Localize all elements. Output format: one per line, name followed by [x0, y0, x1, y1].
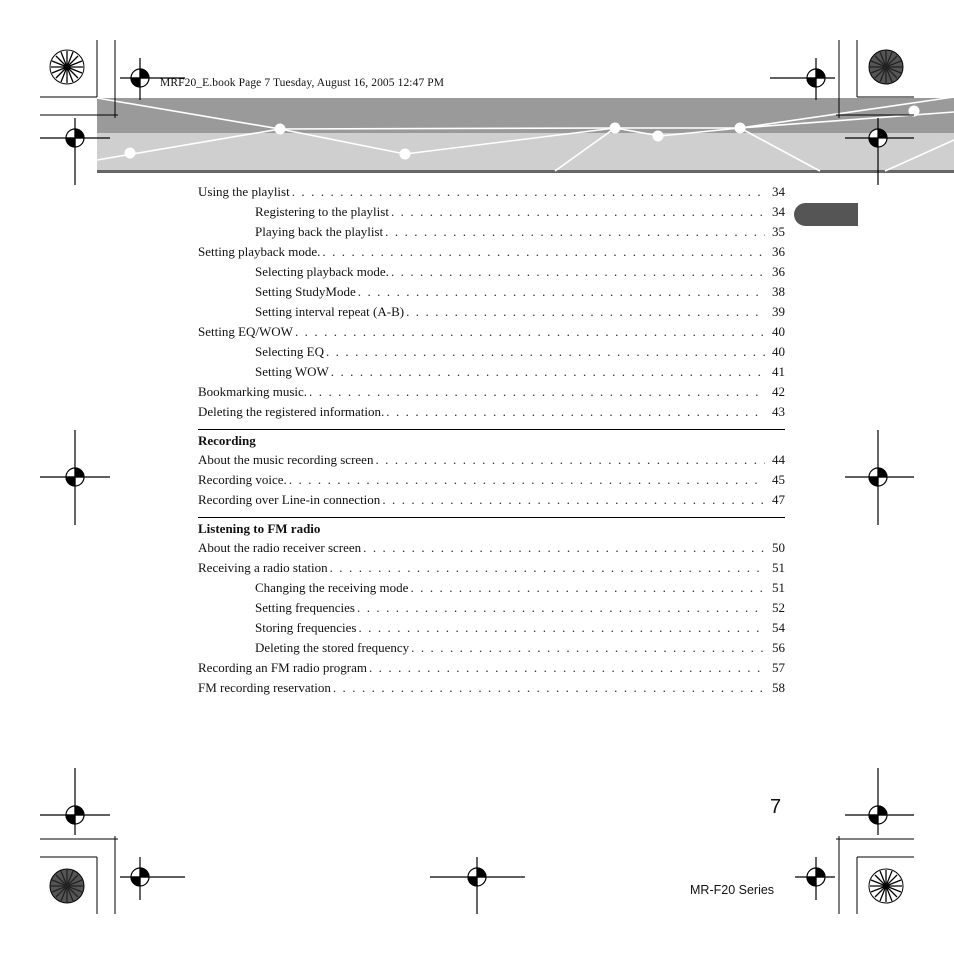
toc-dot-leader [410, 578, 765, 598]
toc-section-heading: Listening to FM radio [198, 517, 785, 538]
toc-dot-leader [375, 450, 765, 470]
toc-dot-leader [391, 202, 765, 222]
toc-entry [198, 678, 785, 698]
toc-dot-leader [357, 598, 765, 618]
toc-entry-page: 47 [772, 492, 785, 507]
toc-dot-leader [386, 402, 765, 422]
toc-entry [198, 242, 785, 262]
toc-entry-title: Receiving a radio station [198, 560, 328, 575]
toc-entry-title: Setting EQ/WOW [198, 324, 293, 339]
toc-entry [198, 598, 785, 618]
toc-entry [198, 450, 785, 470]
toc-entry-page: 51 [772, 560, 785, 575]
toc-entry-title: Bookmarking music. [198, 384, 308, 399]
toc-sections [198, 429, 785, 698]
toc-dot-leader [333, 678, 765, 698]
toc-entry [198, 362, 785, 382]
toc-entry-page: 36 [772, 244, 785, 259]
toc-section [198, 429, 785, 510]
toc-entry [198, 322, 785, 342]
toc-entry [198, 538, 785, 558]
toc-dot-leader [292, 182, 765, 202]
toc-dot-leader [385, 222, 765, 242]
toc-dot-leader [358, 282, 765, 302]
toc-entry-page: 50 [772, 540, 785, 555]
toc-entry [198, 578, 785, 598]
toc-dot-leader [330, 558, 765, 578]
toc-entry [198, 302, 785, 322]
toc-entry-page: 58 [772, 680, 785, 695]
toc-entry [198, 658, 785, 678]
toc-dot-leader [326, 342, 765, 362]
page-number: 7 [770, 796, 782, 818]
toc-entry-page: 34 [772, 184, 785, 199]
toc-entry-title: About the music recording screen [198, 452, 374, 467]
toc-entry [198, 182, 785, 202]
toc-entry [198, 202, 785, 222]
toc-entry-page: 40 [772, 344, 785, 359]
toc-dot-leader [295, 322, 765, 342]
table-of-contents [198, 182, 785, 698]
toc-entry-title: Using the playlist [198, 184, 290, 199]
toc-entry-title: Changing the receiving mode [255, 580, 409, 595]
toc-dot-leader [331, 362, 765, 382]
toc-entry-title: Setting frequencies [255, 600, 355, 615]
toc-entry-title: Setting playback mode. [198, 244, 321, 259]
toc-entry-title: Selecting playback mode. [255, 264, 389, 279]
series-label: MR-F20 Series [690, 883, 775, 897]
toc-section [198, 517, 785, 698]
toc-entry-title: Recording over Line-in connection [198, 492, 381, 507]
toc-entry [198, 382, 785, 402]
toc-section-heading: Recording [198, 429, 785, 450]
toc-entry-title: Playing back the playlist [255, 224, 384, 239]
toc-dot-leader [363, 538, 765, 558]
toc-entry [198, 558, 785, 578]
toc-entry-page: 44 [772, 452, 785, 467]
toc-entry-page: 45 [772, 472, 785, 487]
toc-dot-leader [289, 470, 765, 490]
toc-dot-leader [382, 490, 765, 510]
toc-dot-leader [406, 302, 765, 322]
toc-intro-entries [198, 182, 785, 422]
toc-entry-page: 54 [772, 620, 785, 635]
toc-entry [198, 638, 785, 658]
toc-entry-title: Setting WOW [255, 364, 329, 379]
toc-dot-leader [411, 638, 765, 658]
header-band [97, 97, 954, 173]
toc-entry [198, 402, 785, 422]
toc-entry [198, 470, 785, 490]
toc-entry-page: 34 [772, 204, 785, 219]
toc-entry-page: 41 [772, 364, 785, 379]
toc-entry-page: 40 [772, 324, 785, 339]
toc-entry-title: Deleting the stored frequency [255, 640, 410, 655]
toc-entry-title: About the radio receiver screen [198, 540, 362, 555]
toc-entry [198, 342, 785, 362]
toc-entry [198, 262, 785, 282]
header-meta-line: MRF20_E.book Page 7 Tuesday, August 16, 2005 12:47 PM [160, 77, 445, 89]
toc-entry-page: 38 [772, 284, 785, 299]
toc-entry-page: 51 [772, 580, 785, 595]
toc-entry [198, 222, 785, 242]
toc-entry-page: 43 [772, 404, 785, 419]
chapter-side-tab [794, 203, 858, 226]
toc-entry [198, 282, 785, 302]
toc-entry-title: Selecting EQ [255, 344, 324, 359]
toc-entry-page: 56 [772, 640, 785, 655]
toc-entry-page: 52 [772, 600, 785, 615]
toc-entry-page: 35 [772, 224, 785, 239]
toc-entry-page: 42 [772, 384, 785, 399]
toc-entry-title: Setting interval repeat (A-B) [255, 304, 405, 319]
toc-entry-title: Recording voice. [198, 472, 287, 487]
toc-entry [198, 618, 785, 638]
toc-dot-leader [322, 242, 765, 262]
toc-dot-leader [369, 658, 765, 678]
toc-entry-title: Registering to the playlist [255, 204, 389, 219]
toc-entry [198, 490, 785, 510]
toc-entry-page: 36 [772, 264, 785, 279]
toc-entry-title: Deleting the registered information. [198, 404, 385, 419]
toc-entry-title: Recording an FM radio program [198, 660, 367, 675]
toc-dot-leader [309, 382, 765, 402]
toc-dot-leader [391, 262, 765, 282]
toc-entry-page: 57 [772, 660, 785, 675]
toc-entry-page: 39 [772, 304, 785, 319]
toc-entry-title: FM recording reservation [198, 680, 331, 695]
toc-entry-title: Setting StudyMode [255, 284, 356, 299]
toc-dot-leader [358, 618, 765, 638]
toc-entry-title: Storing frequencies [255, 620, 357, 635]
